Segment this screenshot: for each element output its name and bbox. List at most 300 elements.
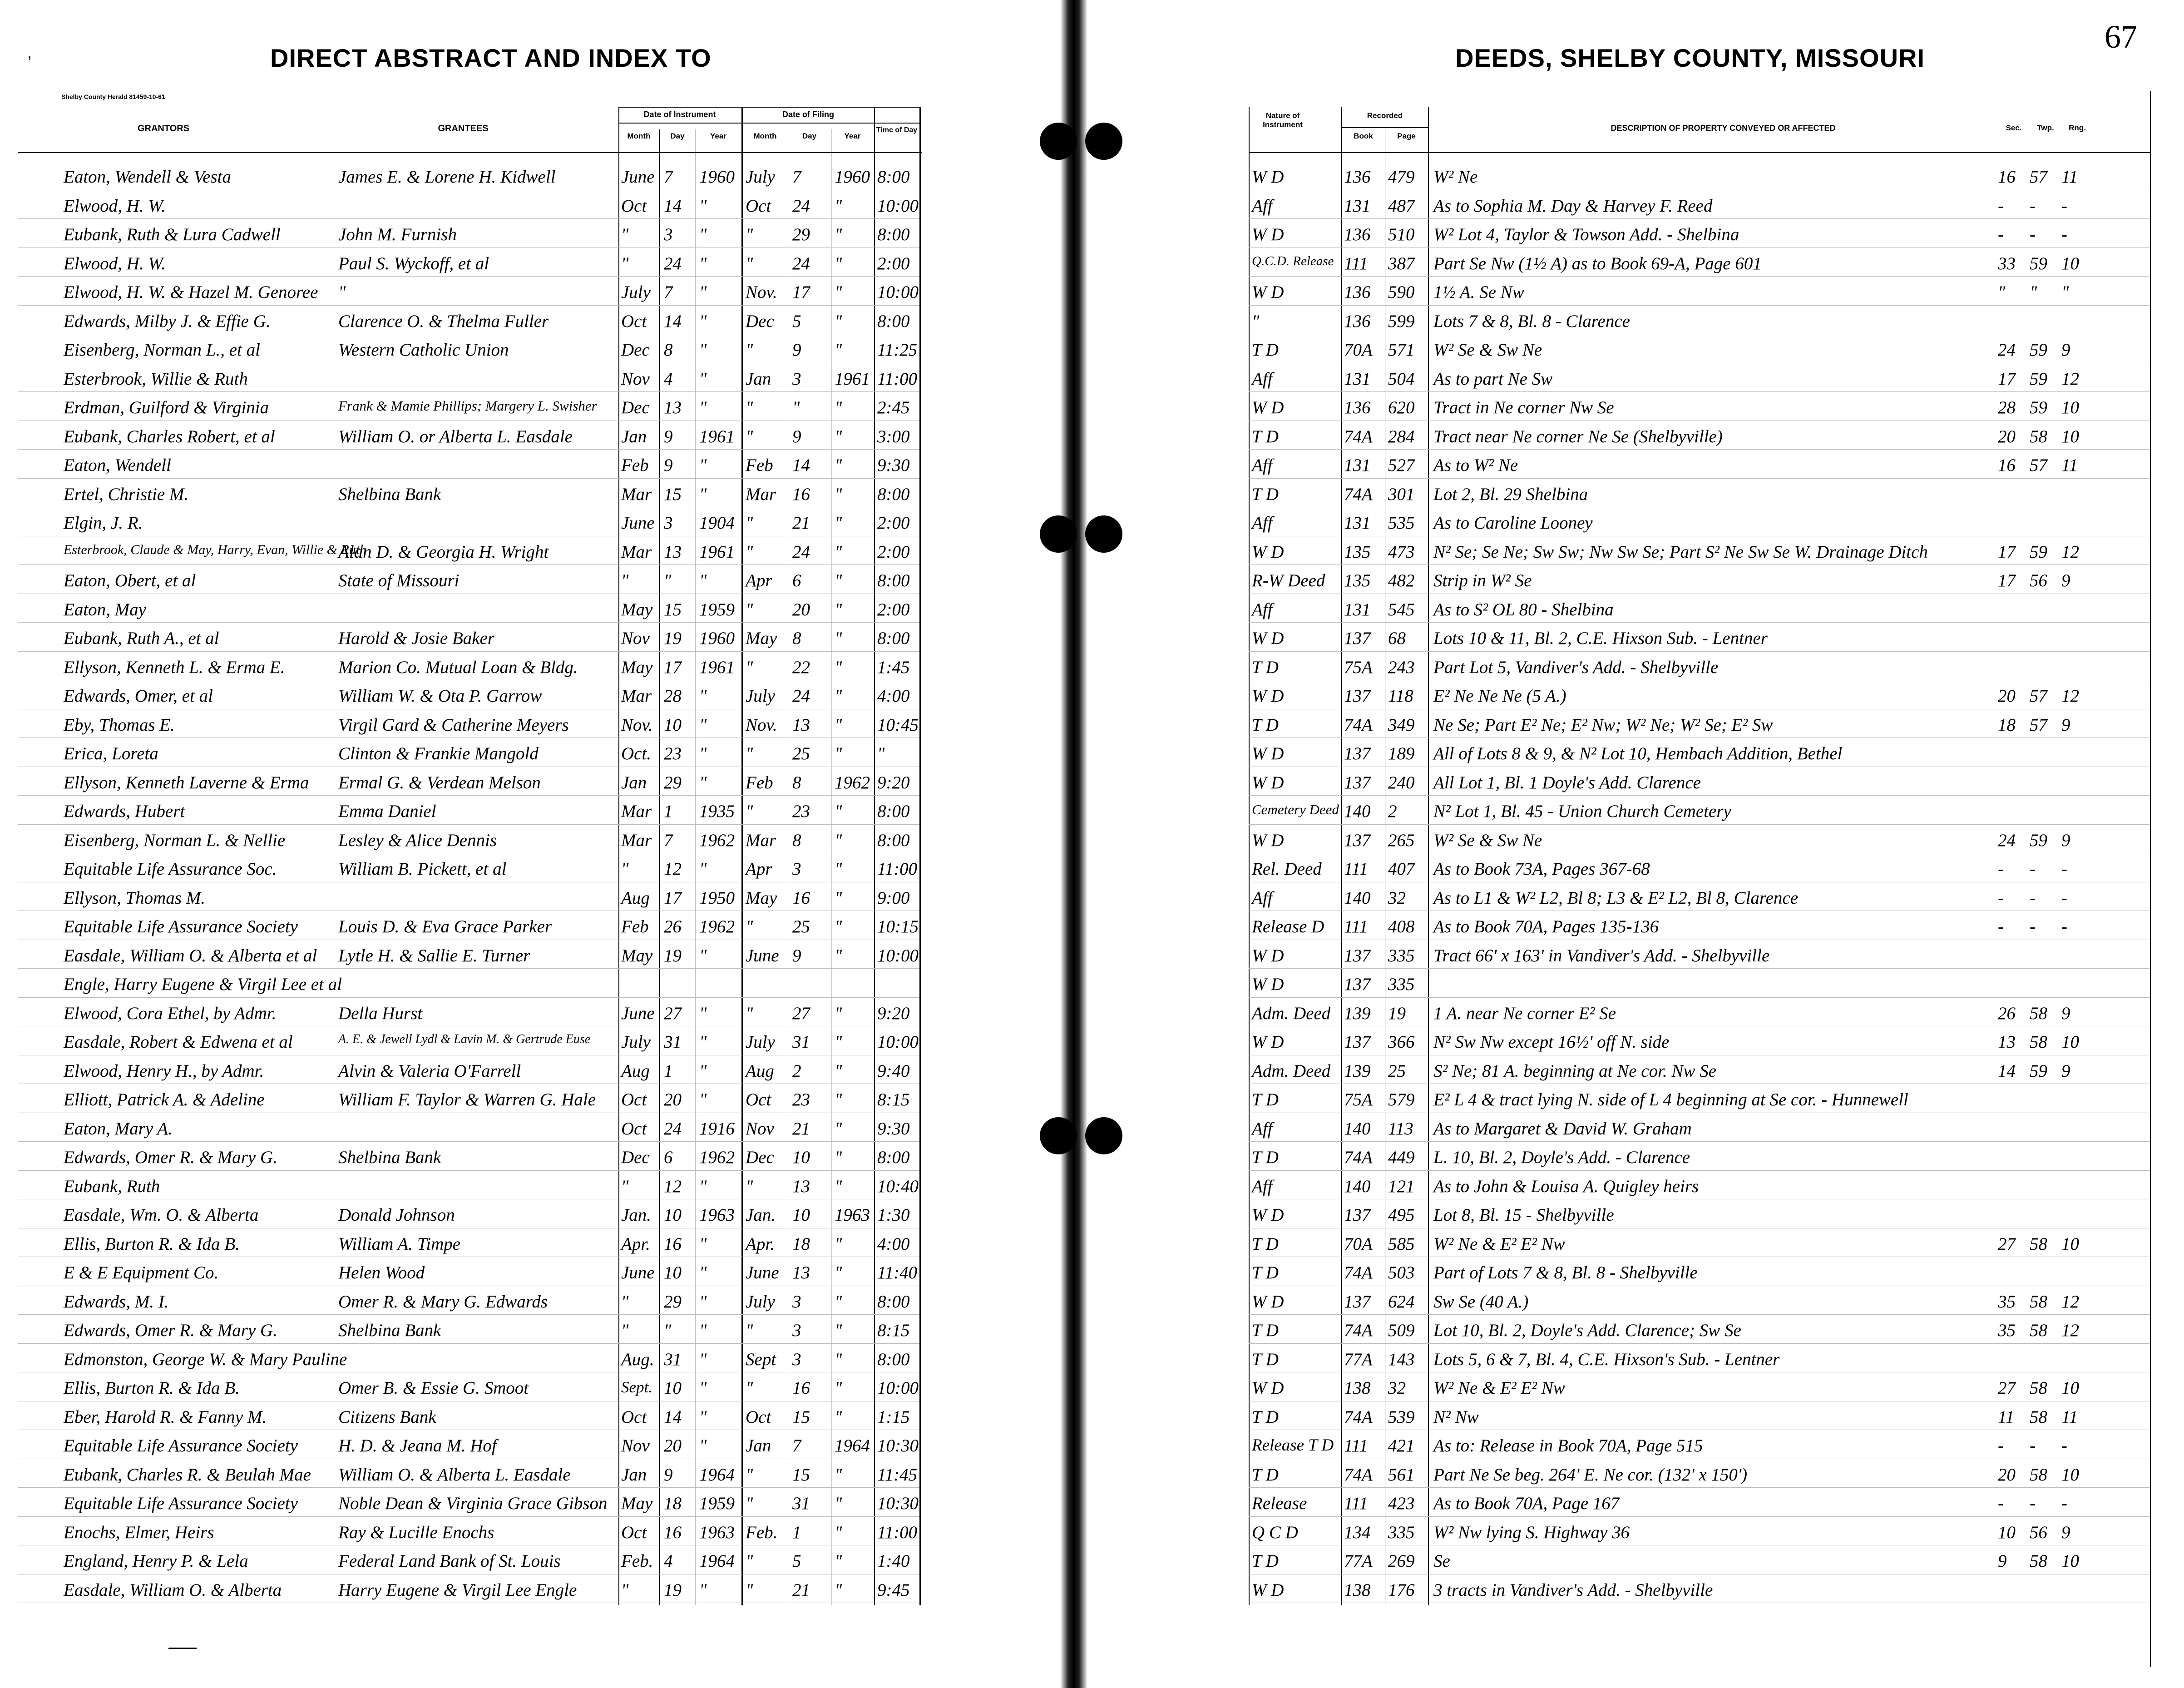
entry-section: 9 (1998, 1551, 2007, 1571)
entry-filing-month: " (746, 802, 753, 821)
entry-description: N² Se; Se Ne; Sw Sw; Nw Sw Se; Part S² Ne Sw Se W. Drainage Ditch (1433, 542, 1928, 562)
entry-filing-year: " (835, 398, 842, 417)
entry-description: Lots 10 & 11, Bl. 2, C.E. Hixson Sub. - Lentner (1433, 629, 1768, 648)
entry-book: 140 (1344, 1119, 1371, 1139)
instrument-month-header: Month (627, 132, 651, 140)
entry-description: Lots 7 & 8, Bl. 8 - Clarence (1433, 311, 1630, 331)
entry-filing-year: 1963 (835, 1205, 870, 1225)
entry-book: 74A (1344, 1407, 1373, 1427)
entry-nature: Q.C.D. Release (1252, 253, 1334, 268)
entry-grantor: Eaton, Wendell (64, 455, 171, 475)
entry-instrument-month: Nov (621, 629, 650, 648)
entry-instrument-year: " (699, 1176, 707, 1196)
entry-filing-time: 11:00 (877, 369, 918, 389)
entry-instrument-day: 12 (664, 859, 682, 879)
entry-instrument-year: " (699, 715, 707, 735)
entry-section: 28 (1998, 398, 2016, 417)
entry-nature: Aff (1252, 455, 1273, 475)
entry-instrument-month: " (621, 859, 629, 879)
entry-range: - (2061, 1436, 2067, 1455)
entry-filing-time: 8:00 (877, 802, 910, 821)
entry-range: 10 (2061, 398, 2079, 417)
entry-grantor: Eubank, Ruth & Lura Cadwell (64, 225, 281, 244)
row-rule (18, 1141, 919, 1142)
entry-instrument-year: " (699, 398, 707, 417)
entry-grantor: Engle, Harry Eugene & Virgil Lee et al (64, 975, 342, 994)
entry-instrument-month: Oct (621, 1522, 647, 1542)
entry-instrument-day: 16 (664, 1234, 682, 1254)
entry-range: 12 (2061, 542, 2079, 562)
entry-filing-time: 2:00 (877, 513, 910, 533)
entry-filing-month: Oct (746, 196, 771, 216)
entry-description: W² Lot 4, Taylor & Towson Add. - Shelbina (1433, 225, 1739, 244)
entry-description: As to Margaret & David W. Graham (1433, 1119, 1692, 1139)
entry-instrument-month: May (621, 1494, 653, 1513)
entry-page: 503 (1388, 1263, 1415, 1282)
entry-instrument-month: Mar (621, 484, 652, 504)
entry-filing-day: 6 (792, 571, 801, 590)
entry-instrument-year: 1950 (699, 888, 735, 908)
entry-filing-time: 8:00 (877, 571, 910, 590)
entry-filing-month: July (746, 1292, 775, 1312)
entry-instrument-year: " (699, 859, 707, 879)
entry-page: 265 (1388, 830, 1415, 850)
header-rule (618, 123, 920, 124)
entry-range: - (2061, 859, 2067, 879)
entry-filing-year: 1960 (835, 167, 870, 187)
row-rule (1249, 968, 2150, 969)
entry-filing-month: July (746, 686, 775, 706)
row-rule (1249, 276, 2150, 277)
entry-nature: T D (1252, 426, 1279, 446)
entry-page: 335 (1388, 975, 1415, 994)
entry-instrument-month: Jan (621, 1465, 647, 1485)
entry-nature: W D (1252, 398, 1284, 417)
entry-filing-year: " (835, 1176, 842, 1196)
entry-township: - (2030, 225, 2036, 244)
entry-instrument-month: " (621, 1321, 629, 1340)
entry-township: 57 (2030, 167, 2047, 187)
entry-section: 11 (1998, 1407, 2015, 1427)
entry-filing-month: Dec (746, 1148, 774, 1167)
entry-page: 590 (1388, 282, 1415, 302)
entry-grantee: " (338, 282, 346, 302)
entry-section: - (1998, 917, 2004, 936)
entry-grantee: William B. Pickett, et al (338, 859, 507, 879)
entry-description: E² Ne Ne Ne (5 A.) (1433, 686, 1566, 706)
entry-section: - (1998, 859, 2004, 879)
entry-grantor: Equitable Life Assurance Society (64, 917, 298, 936)
entry-filing-month: Oct (746, 1090, 771, 1109)
entry-grantee: State of Missouri (338, 571, 460, 590)
entry-description: Lot 2, Bl. 29 Shelbina (1433, 484, 1588, 504)
entry-filing-day: 21 (792, 1119, 810, 1139)
entry-filing-time: 8:00 (877, 484, 910, 504)
entry-section: - (1998, 1494, 2004, 1513)
entry-instrument-year: " (699, 571, 707, 590)
entry-book: 138 (1344, 1378, 1371, 1398)
entry-description: W² Se & Sw Ne (1433, 830, 1542, 850)
entry-instrument-day: 29 (664, 772, 682, 792)
entry-filing-month: July (746, 167, 775, 187)
entry-instrument-month: Oct. (621, 744, 652, 763)
entry-filing-time: 4:00 (877, 686, 910, 706)
entry-page: 585 (1388, 1234, 1415, 1254)
entry-instrument-year: " (699, 1263, 707, 1282)
entry-description: All of Lots 8 & 9, & N² Lot 10, Hembach Addition, Bethel (1433, 744, 1843, 763)
entry-nature: Adm. Deed (1252, 1003, 1331, 1023)
entry-page: 25 (1388, 1061, 1406, 1081)
entry-filing-month: Feb (746, 455, 773, 475)
entry-filing-year: " (835, 1148, 842, 1167)
entry-instrument-day: 12 (664, 1176, 682, 1196)
entry-filing-day: 20 (792, 599, 810, 619)
entry-book: 136 (1344, 282, 1371, 302)
right-ledger-page (1087, 0, 2184, 1688)
entry-filing-year: " (835, 657, 842, 677)
entry-instrument-year: 1964 (699, 1551, 735, 1571)
entry-nature: W D (1252, 686, 1284, 706)
entry-page: 269 (1388, 1551, 1415, 1571)
entry-instrument-month: " (621, 1292, 629, 1312)
entry-filing-year: " (835, 571, 842, 590)
entry-filing-time: 8:15 (877, 1321, 910, 1340)
entry-instrument-day: 28 (664, 686, 682, 706)
entry-grantor: Esterbrook, Claude & May, Harry, Evan, Willie & Ruth (64, 542, 367, 557)
entry-instrument-month: May (621, 599, 653, 619)
entry-description: 1 A. near Ne corner E² Se (1433, 1003, 1616, 1023)
row-rule (1249, 1170, 2150, 1171)
entry-township: - (2030, 917, 2036, 936)
entry-filing-day: 18 (792, 1234, 810, 1254)
row-rule (18, 276, 919, 277)
entry-grantee: Western Catholic Union (338, 340, 509, 360)
entry-instrument-month: Aug (621, 1061, 650, 1081)
entry-filing-year: " (835, 253, 842, 273)
grantors-header: GRANTORS (137, 124, 190, 134)
entry-nature: T D (1252, 1234, 1279, 1254)
entry-book: 77A (1344, 1551, 1373, 1571)
entry-range: 10 (2061, 1551, 2079, 1571)
date-of-instrument-header: Date of Instrument (643, 110, 716, 119)
entry-range: 12 (2061, 1292, 2079, 1312)
entry-instrument-month: Mar (621, 542, 652, 562)
entry-instrument-day: 29 (664, 1292, 682, 1312)
entry-instrument-year: " (699, 1580, 707, 1600)
entry-filing-month: " (746, 744, 753, 763)
entry-book: 136 (1344, 225, 1371, 244)
entry-nature: W D (1252, 542, 1284, 562)
entry-grantor: E & E Equipment Co. (64, 1263, 219, 1282)
entry-book: 75A (1344, 657, 1373, 677)
entry-filing-day: 3 (792, 1292, 801, 1312)
entry-filing-time: 8:00 (877, 1292, 910, 1312)
entry-filing-day: 21 (792, 1580, 810, 1600)
entry-section: 14 (1998, 1061, 2016, 1081)
entry-filing-day: 10 (792, 1148, 810, 1167)
entry-book: 74A (1344, 1148, 1373, 1167)
entry-filing-time: 11:40 (877, 1263, 918, 1282)
entry-page: 68 (1388, 629, 1406, 648)
entry-grantor: Elwood, H. W. (64, 196, 166, 216)
entry-description: W² Nw lying S. Highway 36 (1433, 1522, 1630, 1542)
entry-grantor: Ellyson, Kenneth Laverne & Erma (64, 772, 309, 792)
entry-book: 74A (1344, 1321, 1373, 1340)
entry-instrument-month: Mar (621, 830, 652, 850)
entry-description: As to Book 70A, Page 167 (1433, 1494, 1620, 1513)
entry-nature: W D (1252, 1580, 1284, 1600)
entry-section: 24 (1998, 340, 2016, 360)
entry-filing-month: " (746, 340, 753, 360)
entry-description: As to W² Ne (1433, 455, 1518, 475)
entry-filing-year: " (835, 1349, 842, 1369)
column-rule (874, 107, 875, 1605)
entry-instrument-year: " (699, 1003, 707, 1023)
entry-description: Lot 10, Bl. 2, Doyle's Add. Clarence; Sw Se (1433, 1321, 1741, 1340)
entry-filing-time: 10:15 (877, 917, 919, 936)
header-rule (1341, 127, 1429, 128)
entry-grantor: Easdale, Robert & Edwena et al (64, 1032, 293, 1052)
entry-range: 10 (2061, 1032, 2079, 1052)
entry-book: 111 (1344, 1494, 1368, 1513)
entry-filing-day: 10 (792, 1205, 810, 1225)
entry-nature: T D (1252, 1090, 1279, 1109)
entry-page: 504 (1388, 369, 1415, 389)
entry-filing-month: Mar (746, 830, 776, 850)
entry-instrument-month: Oct (621, 1090, 647, 1109)
entry-instrument-day: 15 (664, 484, 682, 504)
entry-filing-month: Apr (746, 859, 772, 879)
entry-instrument-day: 24 (664, 1119, 682, 1139)
entry-filing-time: 2:45 (877, 398, 910, 417)
entry-filing-day: 22 (792, 657, 810, 677)
entry-filing-month: May (746, 629, 777, 648)
entry-instrument-month: " (621, 253, 629, 273)
entry-filing-day: 3 (792, 859, 801, 879)
entry-filing-year: " (835, 1465, 842, 1485)
entry-instrument-year: " (699, 1407, 707, 1427)
entry-filing-day: 2 (792, 1061, 801, 1081)
entry-township: 58 (2030, 1321, 2047, 1340)
row-rule (1249, 564, 2150, 565)
row-rule (1249, 478, 2150, 479)
entry-filing-day: 24 (792, 542, 810, 562)
entry-book: 74A (1344, 1263, 1373, 1282)
entry-instrument-day: 13 (664, 398, 682, 417)
row-rule (1249, 1516, 2150, 1517)
header-rule (1249, 152, 2150, 153)
row-rule (18, 478, 919, 479)
entry-book: 137 (1344, 1205, 1371, 1225)
entry-instrument-month: Nov. (621, 715, 653, 735)
entry-instrument-month: June (621, 167, 655, 187)
entry-nature: W D (1252, 1292, 1284, 1312)
entry-instrument-year: " (699, 1090, 707, 1109)
entry-filing-day: 9 (792, 426, 801, 446)
entry-grantee: Lytle H. & Sallie E. Turner (338, 945, 530, 965)
entry-filing-month: " (746, 1003, 753, 1023)
page-header: Page (1397, 132, 1416, 140)
entry-description: As to L1 & W² L2, Bl 8; L3 & E² L2, Bl 8, Clarence (1433, 888, 1799, 908)
entry-instrument-year: " (699, 1321, 707, 1340)
entry-section: 17 (1998, 369, 2016, 389)
entry-filing-year: " (835, 1032, 842, 1052)
entry-filing-month: " (746, 599, 753, 619)
entry-page: 561 (1388, 1465, 1415, 1485)
entry-instrument-year: " (699, 225, 707, 244)
entry-instrument-day: 8 (664, 340, 673, 360)
entry-instrument-day: 18 (664, 1494, 682, 1513)
binder-hole (1040, 1117, 1077, 1154)
entry-filing-year: " (835, 686, 842, 706)
entry-grantor: Eaton, May (64, 599, 146, 619)
entry-book: 135 (1344, 571, 1371, 590)
row-rule (18, 449, 919, 450)
entry-grantor: England, Henry P. & Lela (64, 1551, 248, 1571)
entry-filing-day: 1 (792, 1522, 801, 1542)
entry-instrument-year: " (699, 1061, 707, 1081)
entry-page: 620 (1388, 398, 1415, 417)
column-rule (741, 107, 743, 1605)
entry-filing-day: 3 (792, 369, 801, 389)
entry-nature: W D (1252, 772, 1284, 792)
entry-filing-time: 9:00 (877, 888, 910, 908)
entry-description: Part Ne Se beg. 264' E. Ne cor. (132' x 150') (1433, 1465, 1748, 1485)
entry-township: 58 (2030, 426, 2047, 446)
header-rule (618, 107, 920, 108)
row-rule (18, 1170, 919, 1171)
filing-day-header: Day (802, 132, 817, 140)
row-rule (18, 997, 919, 998)
entry-township: 59 (2030, 340, 2047, 360)
entry-section: 20 (1998, 426, 2016, 446)
entry-instrument-day: 27 (664, 1003, 682, 1023)
entry-instrument-month: May (621, 657, 653, 677)
entry-filing-day: 24 (792, 253, 810, 273)
entry-filing-day: 14 (792, 455, 810, 475)
row-rule (18, 622, 919, 623)
entry-book: 137 (1344, 1292, 1371, 1312)
entry-section: 35 (1998, 1321, 2016, 1340)
entry-nature: Release T D (1252, 1436, 1334, 1455)
entry-grantor: Edwards, M. I. (64, 1292, 169, 1312)
entry-instrument-month: Feb. (621, 1551, 653, 1571)
entry-section: 27 (1998, 1378, 2016, 1398)
entry-page: 19 (1388, 1003, 1406, 1023)
entry-filing-time: 8:00 (877, 167, 910, 187)
entry-page: 243 (1388, 657, 1415, 677)
entry-grantee: Della Hurst (338, 1003, 423, 1023)
entry-section: 27 (1998, 1234, 2016, 1254)
entry-township: 59 (2030, 369, 2047, 389)
entry-township: 58 (2030, 1234, 2047, 1254)
entry-range: 10 (2061, 426, 2079, 446)
entry-instrument-month: Sept. (621, 1378, 653, 1396)
entry-section: 20 (1998, 686, 2016, 706)
entry-instrument-month: Oct (621, 311, 647, 331)
entry-filing-time: 9:20 (877, 772, 910, 792)
entry-instrument-month: June (621, 1263, 655, 1282)
entry-grantee: Alvin & Valeria O'Farrell (338, 1061, 521, 1081)
entry-filing-month: " (746, 1580, 753, 1600)
entry-filing-year: " (835, 1551, 842, 1571)
entry-township: 58 (2030, 1465, 2047, 1485)
entry-book: 74A (1344, 484, 1373, 504)
entry-filing-month: " (746, 513, 753, 533)
entry-filing-year: " (835, 282, 842, 302)
entry-filing-day: 21 (792, 513, 810, 533)
entry-grantee: Marion Co. Mutual Loan & Bldg. (338, 657, 578, 677)
entry-filing-month: " (746, 225, 753, 244)
entry-filing-month: Nov. (746, 715, 777, 735)
entry-book: 135 (1344, 542, 1371, 562)
row-rule (18, 968, 919, 969)
entry-instrument-year: 1960 (699, 629, 735, 648)
entry-book: 136 (1344, 167, 1371, 187)
entry-page: 510 (1388, 225, 1415, 244)
entry-section: 33 (1998, 253, 2016, 273)
entry-filing-month: Feb (746, 772, 773, 792)
entry-filing-month: Jan. (746, 1205, 776, 1225)
left-page-title: DIRECT ABSTRACT AND INDEX TO (270, 44, 712, 72)
row-rule (1249, 622, 2150, 623)
row-rule (18, 1314, 919, 1315)
entry-filing-time: 2:00 (877, 542, 910, 562)
entry-filing-day: 9 (792, 340, 801, 360)
entry-filing-day: 25 (792, 744, 810, 763)
entry-filing-day: 13 (792, 1176, 810, 1196)
entry-grantor: Erdman, Guilford & Virginia (64, 398, 269, 417)
row-rule (18, 218, 919, 219)
entry-filing-year: " (835, 1119, 842, 1139)
entry-instrument-year: 1959 (699, 1494, 735, 1513)
entry-section: 16 (1998, 455, 2016, 475)
entry-filing-year: " (835, 1494, 842, 1513)
entry-filing-day: 15 (792, 1407, 810, 1427)
entry-section: 17 (1998, 542, 2016, 562)
entry-instrument-day: " (664, 1321, 672, 1340)
entry-filing-year: " (835, 1321, 842, 1340)
entry-grantee: Virgil Gard & Catherine Meyers (338, 715, 569, 735)
entry-grantee: James E. & Lorene H. Kidwell (338, 167, 556, 187)
entry-instrument-day: 15 (664, 599, 682, 619)
entry-filing-month: Apr. (746, 1234, 775, 1254)
entry-filing-day: 13 (792, 1263, 810, 1282)
entry-instrument-month: Mar (621, 686, 652, 706)
entry-township: - (2030, 196, 2036, 216)
entry-book: 136 (1344, 398, 1371, 417)
entry-instrument-day: 19 (664, 629, 682, 648)
entry-grantor: Edwards, Omer, et al (64, 686, 213, 706)
entry-filing-day: 23 (792, 1090, 810, 1109)
entry-instrument-month: June (621, 1003, 655, 1023)
entry-instrument-year: " (699, 196, 707, 216)
row-rule (18, 564, 919, 565)
check-mark (168, 1634, 197, 1649)
entry-instrument-year: 1962 (699, 917, 735, 936)
entry-nature: T D (1252, 657, 1279, 677)
entry-grantee: Ray & Lucille Enochs (338, 1522, 494, 1542)
entry-grantee: William O. or Alberta L. Easdale (338, 426, 573, 446)
entry-filing-day: 29 (792, 225, 810, 244)
entry-filing-time: " (877, 744, 885, 763)
printer-imprint: Shelby County Herald 81459-10-61 (61, 93, 165, 100)
entry-grantor: Eaton, Obert, et al (64, 571, 196, 590)
entry-grantor: Ellyson, Kenneth L. & Erma E. (64, 657, 285, 677)
entry-page: 284 (1388, 426, 1415, 446)
entry-page: 482 (1388, 571, 1415, 590)
row-rule (1249, 824, 2150, 825)
